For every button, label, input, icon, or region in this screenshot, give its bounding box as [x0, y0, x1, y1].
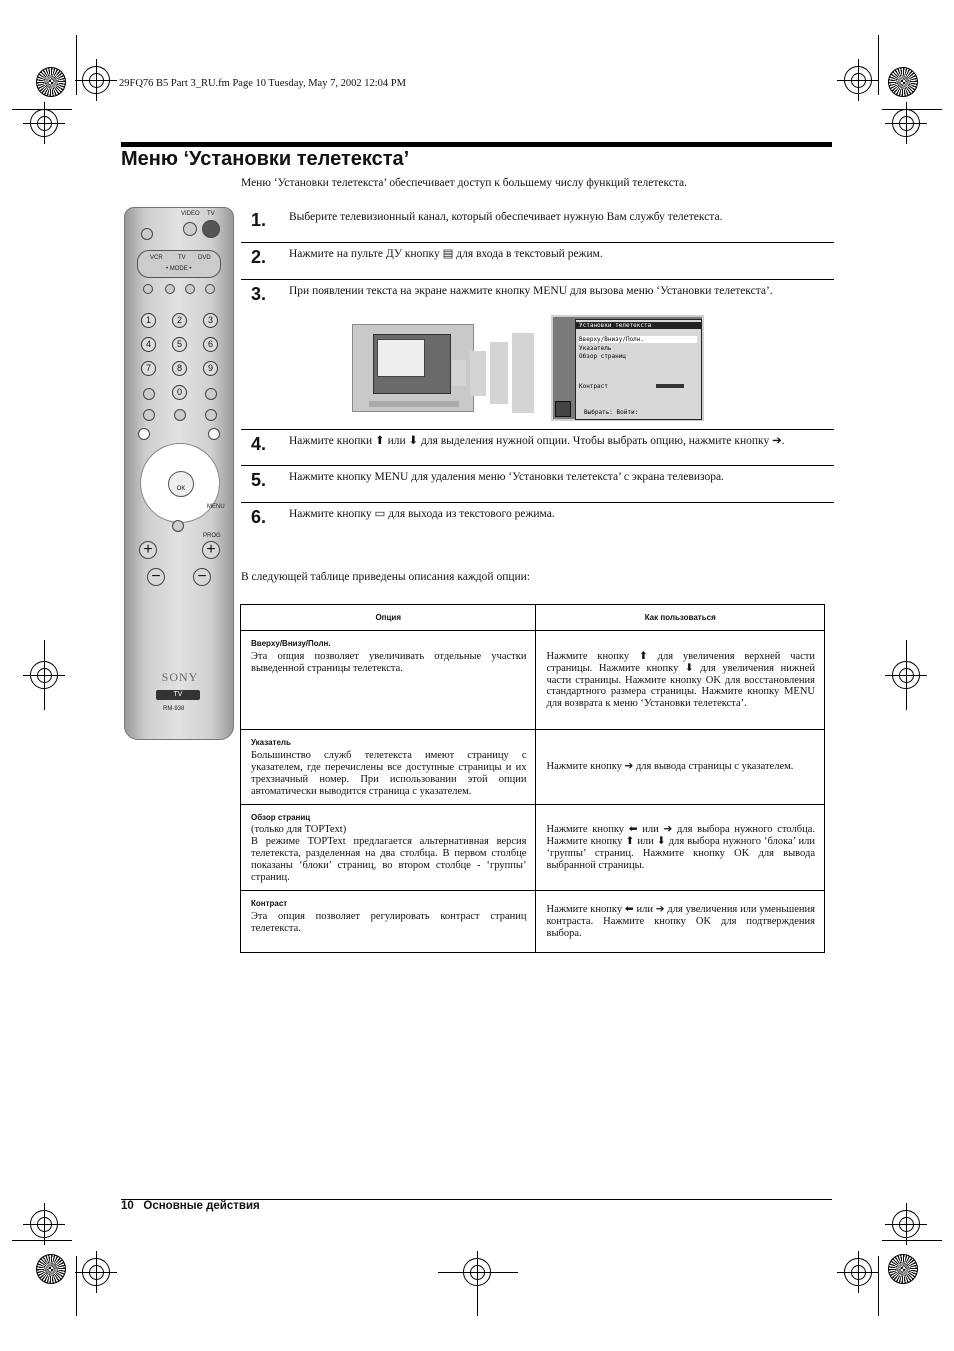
brand-logo: SONY — [161, 670, 199, 684]
menu-item: Вверху/Внизу/Полн. — [579, 336, 697, 343]
column-header: Опция — [241, 605, 536, 631]
usage-cell: Нажмите кнопку ⬆ для увеличения верхней части страницы. Нажмите кнопку ⬇ для увеличения нижней части страницы. Нажмите кнопку OK для восстановления стандартного размера страницы. Нажмите кнопку MENU для возврата к меню ‘Установки телетекста’. — [536, 631, 825, 730]
mode-label-tv: TV — [178, 255, 186, 261]
function-button — [143, 409, 155, 421]
menu-item: Указатель — [579, 345, 612, 352]
step-text: Нажмите кнопки ⬆ или ⬇ для выделения нужной опции. Чтобы выбрать опцию, нажмите кнопку ➔. — [289, 435, 785, 447]
digit-button: 3 — [203, 313, 218, 328]
step-3 — [241, 280, 834, 430]
table-row — [241, 804, 825, 890]
registration-mark-icon — [30, 109, 58, 137]
menu-label: MENU — [207, 504, 225, 510]
registration-mark-icon — [30, 1210, 58, 1238]
prog-minus-button: − — [193, 568, 211, 586]
option-cell — [241, 730, 536, 805]
options-table — [240, 604, 825, 953]
file-header: 29FQ76 B5 Part 3_RU.fm Page 10 Tuesday, May 7, 2002 12:04 PM — [119, 78, 406, 89]
table-row — [241, 631, 825, 730]
step-6 — [241, 503, 834, 539]
option-description: Большинство служб телетекста имеют страницу с указателем, где перечислены все доступные страницы и их трехзначный номер. При использовании этой опции автоматически выводится страница с указателем. — [251, 749, 527, 797]
menu-item: Обзор страниц — [579, 353, 626, 360]
prog-label: PROG — [203, 533, 221, 539]
function-button — [205, 409, 217, 421]
usage-cell: Нажмите кнопку ⬅ или ➔ для увеличения или уменьшения контраста. Нажмите кнопку OK для подтверждения выбора. — [536, 890, 825, 952]
digit-button: 6 — [203, 337, 218, 352]
usage-cell: Нажмите кнопку ➔ для вывода страницы с указателем. — [536, 730, 825, 805]
option-description: Эта опция позволяет регулировать контраст страниц телетекста. — [251, 910, 527, 934]
mode-label-dvd: DVD — [198, 255, 211, 261]
ok-label: OK — [176, 486, 186, 492]
title-rule — [121, 142, 832, 147]
registration-mark-icon — [892, 1210, 920, 1238]
menu-footer: Выбрать: Войти: — [584, 409, 639, 416]
function-button — [174, 409, 186, 421]
volume-minus-button: − — [147, 568, 165, 586]
step-number: 3. — [251, 284, 267, 304]
tv-badge: TV — [156, 690, 200, 700]
video-power-button — [183, 222, 197, 236]
zoom-wedge — [470, 351, 486, 396]
step-text: Выберите телевизионный канал, который обеспечивает нужную Вам службу телетекста. — [289, 211, 723, 223]
registration-star-icon — [888, 67, 918, 97]
mode-label-vcr: VCR — [150, 255, 163, 261]
table-header-row — [241, 605, 825, 631]
step-1 — [241, 206, 834, 243]
mode-button: • MODE • — [166, 266, 192, 272]
option-description: (только для TOPText) В режиме TOPText предлагается альтернативная версия телетекста, разделенная на два столбца. В первом столбце показаны ‘блоки’ страниц, во втором столбце - ‘группы’ страниц. — [251, 824, 527, 884]
intro-text: Меню ‘Установки телетекста’ обеспечивает доступ к большему числу функций телетекста. — [241, 177, 688, 189]
digit-button: 5 — [172, 337, 187, 352]
digit-button: 0 — [172, 385, 187, 400]
digit-button: 4 — [141, 337, 156, 352]
teletext-mode-button — [208, 428, 220, 440]
tv-base — [369, 401, 459, 407]
registration-mark-icon — [463, 1258, 491, 1286]
tv-mode-button — [138, 428, 150, 440]
menu-item: Контраст — [579, 383, 608, 390]
zoom-wedge — [452, 360, 466, 386]
mode-panel — [137, 250, 221, 278]
registration-star-icon — [888, 1254, 918, 1284]
guide-button — [172, 520, 184, 532]
zoom-wedge — [512, 333, 534, 413]
small-menu-preview — [377, 339, 425, 377]
remote-control-illustration — [124, 207, 234, 740]
teletext-button — [205, 284, 215, 294]
option-cell — [241, 804, 536, 890]
ok-button — [168, 471, 194, 497]
step-4 — [241, 430, 834, 466]
registration-mark-icon — [30, 661, 58, 689]
step-5 — [241, 466, 834, 503]
crop-mark — [76, 1256, 77, 1316]
registration-star-icon — [36, 1254, 66, 1284]
option-name: Указатель — [251, 738, 291, 747]
function-button — [205, 388, 217, 400]
table-intro: В следующей таблице приведены описания каждой опции: — [241, 571, 531, 583]
model-label: RM-938 — [163, 706, 185, 712]
crop-mark — [882, 1240, 942, 1241]
digit-button: 9 — [203, 361, 218, 376]
remote-label-tv: TV — [207, 211, 215, 217]
option-name: Контраст — [251, 898, 288, 908]
remote-label-video: VIDEO — [181, 211, 200, 217]
crop-mark — [76, 35, 77, 95]
option-cell — [241, 890, 536, 952]
registration-mark-icon — [82, 1258, 110, 1286]
teletext-icon — [555, 401, 571, 417]
crop-mark — [878, 35, 879, 95]
option-name: Обзор страниц — [251, 812, 311, 822]
step-2 — [241, 243, 834, 280]
navigation-pad — [140, 443, 220, 523]
table-row — [241, 730, 825, 805]
menu-title: Установки телетекста — [576, 322, 701, 329]
step-text: Нажмите на пульте ДУ кнопку ▤ для входа в текстовый режим. — [289, 248, 603, 260]
option-description: Эта опция позволяет увеличивать отдельные участки выведенной страницы телетекста. — [251, 650, 527, 674]
digit-button: 2 — [172, 313, 187, 328]
digit-button: 8 — [172, 361, 187, 376]
tv-power-button — [202, 220, 220, 238]
teletext-setup-menu — [575, 319, 702, 420]
column-header: Как пользоваться — [536, 605, 825, 631]
step-number: 2. — [251, 247, 267, 267]
page-footer: 10 Основные действия — [121, 1200, 260, 1212]
function-button — [143, 388, 155, 400]
registration-mark-icon — [892, 661, 920, 689]
contrast-bar — [656, 384, 684, 388]
registration-mark-icon — [844, 66, 872, 94]
usage-cell: Нажмите кнопку ⬅ или ➔ для выбора нужного столбца. Нажмите кнопку ⬆ или ⬇ для выбора нужного ‘блока’ или ‘группы’ страниц. Нажмите кнопку OK для вывода выбранной страницы. — [536, 804, 825, 890]
digit-button: 1 — [141, 313, 156, 328]
step-number: 4. — [251, 434, 267, 454]
table-row — [241, 890, 825, 952]
crop-mark — [878, 1256, 879, 1316]
teletext-button — [143, 284, 153, 294]
teletext-button — [185, 284, 195, 294]
registration-mark-icon — [82, 66, 110, 94]
volume-plus-button: + — [139, 541, 157, 559]
digit-button: 7 — [141, 361, 156, 376]
teletext-menu-screen — [551, 315, 704, 421]
crop-mark — [12, 1240, 72, 1241]
mute-button — [141, 228, 153, 240]
registration-star-icon — [36, 67, 66, 97]
step-number: 1. — [251, 210, 267, 230]
registration-mark-icon — [892, 109, 920, 137]
registration-mark-icon — [844, 1258, 872, 1286]
step-text: Нажмите кнопку MENU для удаления меню ‘Установки телетекста’ с экрана телевизора. — [289, 471, 724, 483]
step-number: 5. — [251, 470, 267, 490]
prog-plus-button: + — [202, 541, 220, 559]
option-cell — [241, 631, 536, 730]
teletext-button — [165, 284, 175, 294]
page-title: Меню ‘Установки телетекста’ — [121, 148, 410, 170]
zoom-wedge — [490, 342, 508, 404]
option-name: Вверху/Внизу/Полн. — [251, 639, 331, 648]
step-text: Нажмите кнопку ▭ для выхода из текстового режима. — [289, 508, 555, 520]
step-text: При появлении текста на экране нажмите кнопку MENU для вызова меню ‘Установки телетекста’. — [289, 285, 773, 297]
step-number: 6. — [251, 507, 267, 527]
